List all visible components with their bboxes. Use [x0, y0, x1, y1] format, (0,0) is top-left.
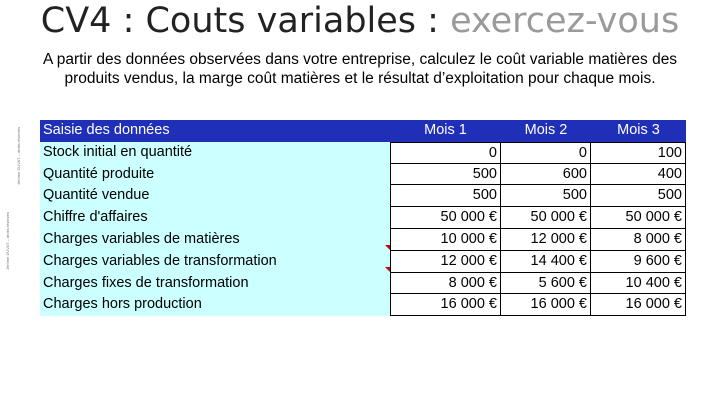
table-row: [40, 251, 686, 273]
row-label-cell[interactable]: Charges hors production: [40, 294, 390, 316]
table-row: [40, 273, 686, 295]
table-row: [40, 185, 686, 207]
header-month1-cell[interactable]: Mois 1: [390, 120, 501, 142]
month3-cell[interactable]: 10 400 €: [591, 273, 686, 295]
row-label-text: Charges variables de transformation: [43, 252, 277, 269]
table-header-row: [40, 120, 686, 142]
table-row: [40, 207, 686, 229]
month1-cell[interactable]: 500: [390, 164, 501, 186]
month3-cell[interactable]: 500: [591, 185, 686, 207]
title-highlight: exercez-vous: [450, 1, 680, 41]
month2-cell[interactable]: 12 000 €: [501, 229, 591, 251]
table-row: [40, 229, 686, 251]
month2-cell[interactable]: 5 600 €: [501, 273, 591, 295]
month2-cell[interactable]: 50 000 €: [501, 207, 591, 229]
row-label-cell[interactable]: [40, 251, 390, 273]
data-table: [40, 120, 686, 316]
month2-cell[interactable]: 14 400 €: [501, 251, 591, 273]
header-month3-cell[interactable]: Mois 3: [591, 120, 686, 142]
row-label-cell[interactable]: Quantité produite: [40, 164, 390, 186]
month1-cell[interactable]: 12 000 €: [390, 251, 501, 273]
slide-title: [0, 0, 720, 42]
row-label-cell[interactable]: Chiffre d'affaires: [40, 207, 390, 229]
month3-cell[interactable]: 400: [591, 164, 686, 186]
table-row: [40, 164, 686, 186]
row-label-cell[interactable]: Quantité vendue: [40, 185, 390, 207]
row-label-cell[interactable]: [40, 229, 390, 251]
month2-cell[interactable]: 0: [501, 142, 591, 164]
month2-cell[interactable]: 600: [501, 164, 591, 186]
copyright-note: Jérôme DUVAT – droits réservés: [16, 126, 21, 185]
header-month2-cell[interactable]: Mois 2: [501, 120, 591, 142]
month3-cell[interactable]: 8 000 €: [591, 229, 686, 251]
title-main: CV4 : Couts variables :: [40, 1, 451, 41]
month3-cell[interactable]: 16 000 €: [591, 294, 686, 316]
row-label-text: Charges variables de matières: [43, 230, 240, 247]
table-row: [40, 294, 686, 316]
table-row: [40, 142, 686, 164]
month3-cell[interactable]: 100: [591, 142, 686, 164]
copyright-note: Jérôme DUVAT – droits réservés: [5, 211, 10, 270]
row-label-cell[interactable]: Charges fixes de transformation: [40, 273, 390, 295]
month3-cell[interactable]: 50 000 €: [591, 207, 686, 229]
month1-cell[interactable]: 0: [390, 142, 501, 164]
row-label-cell[interactable]: Stock initial en quantité: [40, 142, 390, 164]
month2-cell[interactable]: 500: [501, 185, 591, 207]
month1-cell[interactable]: 8 000 €: [390, 273, 501, 295]
month1-cell[interactable]: 50 000 €: [390, 207, 501, 229]
month1-cell[interactable]: 16 000 €: [390, 294, 501, 316]
month1-cell[interactable]: 500: [390, 185, 501, 207]
month3-cell[interactable]: 9 600 €: [591, 251, 686, 273]
instructions-text: A partir des données observées dans votre entreprise, calculez le coût variable matières des produits vendus, la marge coût matières et le résultat d’exploitation pour chaque mois.: [42, 51, 678, 87]
header-label-cell[interactable]: Saisie des données: [40, 120, 390, 142]
month2-cell[interactable]: 16 000 €: [501, 294, 591, 316]
month1-cell[interactable]: 10 000 €: [390, 229, 501, 251]
